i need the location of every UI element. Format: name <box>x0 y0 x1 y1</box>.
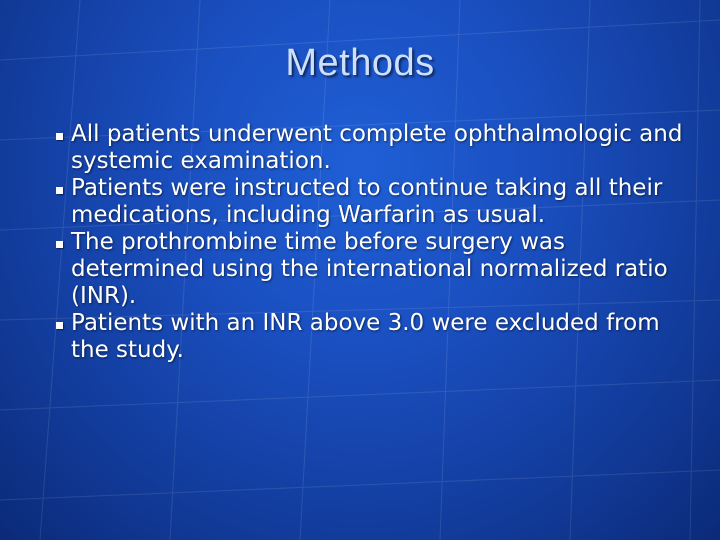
bullet-text: The prothrombine time before surgery was determined using the international normalized ratio (INR). <box>71 229 668 309</box>
square-bullet-icon <box>56 241 63 248</box>
bullet-item <box>56 229 696 310</box>
bullet-list <box>56 121 696 364</box>
bullet-text: Patients with an INR above 3.0 were excluded from the study. <box>71 310 660 363</box>
square-bullet-icon <box>56 187 63 194</box>
bullet-text: All patients underwent complete ophthalmologic and systemic examination. <box>71 121 683 174</box>
square-bullet-icon <box>56 133 63 140</box>
bullet-item <box>56 175 696 229</box>
bullet-item <box>56 310 696 364</box>
slide-title: Methods <box>285 42 435 84</box>
square-bullet-icon <box>56 322 63 329</box>
bullet-text: Patients were instructed to continue taking all their medications, including Warfarin as usual. <box>71 175 663 228</box>
bullet-item <box>56 121 696 175</box>
